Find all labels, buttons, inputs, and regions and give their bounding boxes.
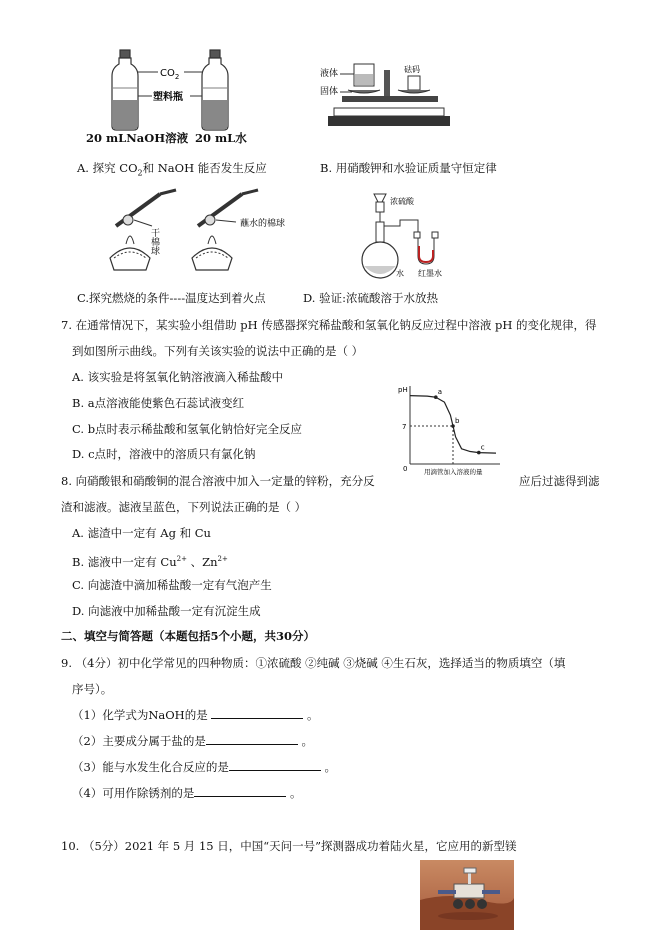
q6-option-d: D. 验证:浓硫酸溶于水放热	[303, 291, 438, 305]
section-2-title: 二、填空与简答题（本题包括5个小题，共30分）	[61, 629, 316, 643]
red-water-label: 红墨水	[418, 269, 442, 278]
weight-label: 砝码	[404, 65, 420, 74]
q7-stem-line1: 7. 在通常情况下，某实验小组借助 pH 传感器探究稀盐酸和氢氧化钠反应过程中溶液 pH 的变化规律，得	[61, 318, 597, 332]
y-axis-label: pH	[398, 386, 408, 394]
q7-stem-line2: 到如图所示曲线。下列有关该实验的说法中正确的是（ ）	[72, 344, 364, 358]
answer-blank-1[interactable]	[211, 707, 303, 719]
right-burner	[192, 190, 258, 270]
answer-blank-2[interactable]	[206, 733, 298, 745]
figure-a-right-caption: 20 mL水	[195, 131, 247, 145]
q7-option-d: D. c点时，溶液中的溶质只有氯化钠	[72, 447, 256, 461]
q6-option-c: C.探究燃烧的条件----温度达到着火点	[77, 291, 266, 305]
q7-option-c: C. b点时表示稀盐酸和氢氧化钠恰好完全反应	[72, 422, 303, 436]
q9-item-1: （1）化学式为NaOH的是 。	[72, 708, 319, 722]
q9-stem-line2: 序号）。	[72, 682, 113, 696]
answer-blank-4[interactable]	[194, 785, 286, 797]
point-label-a: a	[437, 388, 443, 397]
water-label: 水	[396, 269, 404, 278]
q9-item-3: （3）能与水发生化合反应的是 。	[72, 760, 336, 774]
figure-d-flask	[352, 192, 472, 282]
ph-chart	[392, 380, 504, 476]
y-tick-label-7: 7	[402, 423, 407, 431]
point-label-b: b	[455, 417, 460, 425]
x-axis-label: 用滴管加入溶液的量	[424, 468, 483, 476]
figure-b-balance	[318, 56, 448, 136]
liquid-label: 液体	[320, 69, 339, 79]
q8-stem-line1-part1: 8. 向硝酸银和硝酸铜的混合溶液中加入一定量的锌粉，充分反	[61, 474, 375, 488]
left-bottle	[112, 50, 138, 130]
left-burner	[110, 190, 176, 270]
wet-cotton-label: 蘸水的棉球	[240, 219, 286, 229]
figure-a-left-caption: 20 mLNaOH溶液	[86, 131, 189, 145]
plastic-bottle-label: 塑料瓶	[153, 92, 183, 103]
mars-rover-image	[420, 860, 514, 930]
point-label-c: c	[480, 443, 485, 452]
q10-stem: 10. （5分）2021 年 5 月 15 日，中国“天问一号”探测器成功着陆火星，它应用的新型镁	[61, 839, 517, 853]
q9-item-2: （2）主要成分属于盐的是 。	[72, 734, 313, 748]
origin-label: 0	[403, 465, 408, 473]
acid-label: 浓硫酸	[390, 197, 414, 206]
q7-option-a: A. 该实验是将氢氧化钠溶液滴入稀盐酸中	[72, 370, 284, 384]
right-bottle	[202, 50, 228, 130]
solid-label: 固体	[320, 87, 339, 97]
dry-cotton-label: 干棉球	[149, 228, 159, 255]
q8-option-a: A. 滤渣中一定有 Ag 和 Cu	[72, 526, 211, 540]
q9-item-4: （4）可用作除锈剂的是 。	[72, 786, 302, 800]
q8-stem-line2: 渣和滤液。滤液呈蓝色，下列说法正确的是（ ）	[61, 500, 307, 514]
figure-c-burners	[100, 188, 286, 278]
q8-option-c: C. 向滤渣中滴加稀盐酸一定有气泡产生	[72, 578, 272, 592]
co2-label: $CO_2$	[160, 68, 180, 81]
q8-stem-line1-part2: 应后过滤得到滤	[519, 474, 600, 488]
q9-stem-line1: 9. （4分）初中化学常见的四种物质：①浓硫酸 ②纯碱 ③烧碱 ④生石灰，选择适当的物质填空（填	[61, 656, 566, 670]
q8-option-b: B. 滤液中一定有 $Cu^{2+}$ 、$Zn^{2+}$	[72, 554, 228, 569]
q6-option-b: B. 用硝酸钾和水验证质量守恒定律	[320, 161, 497, 175]
q6-option-a: A. 探究 $CO_2$和 NaOH 能否发生反应	[77, 161, 267, 178]
q7-option-b: B. a点溶液能使紫色石蕊试液变红	[72, 396, 245, 410]
answer-blank-3[interactable]	[229, 759, 321, 771]
q8-option-d: D. 向滤液中加稀盐酸一定有沉淀生成	[72, 604, 261, 618]
